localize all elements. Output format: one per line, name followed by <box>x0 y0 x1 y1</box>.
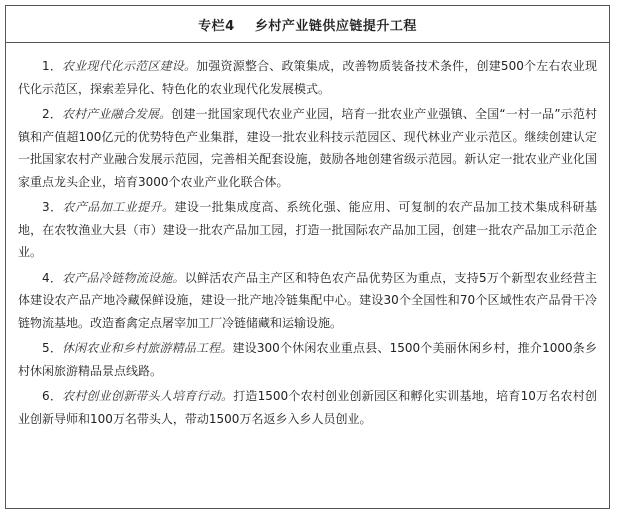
feature-box <box>5 5 610 509</box>
item-lead: 农产品冷链物流设施。 <box>62 270 185 285</box>
item-6 <box>18 385 597 430</box>
item-5 <box>18 337 597 382</box>
item-3 <box>18 196 597 264</box>
item-number: 6． <box>42 389 63 403</box>
item-text: 建设300个休闲农业重点县、1500个美丽休闲乡村，推介1000条乡村休闲旅游精品景点线路。 <box>18 341 597 378</box>
item-lead: 农产品加工业提升。 <box>62 200 175 214</box>
item-4 <box>18 267 597 335</box>
item-text: 加强资源整合、政策集成，改善物质装备技术条件，创建500个左右农业现代化示范区，探索差异化、特色化的农业现代化发展模式。 <box>18 59 597 96</box>
item-1 <box>18 55 597 100</box>
item-text: 以鲜活农产品主产区和特色农产品优势区为重点，支持5万个新型农业经营主体建设农产品产地冷藏保鲜设施，建设一批产地冷链集配中心。建设30个全国性和70个区域性农产品骨干冷链物流基地。改造畜禽定点屠宰加工厂冷链储藏和运输设施。 <box>18 270 597 330</box>
item-text: 建设一批集成度高、系统化强、能应用、可复制的农产品加工技术集成科研基地，在农牧渔业大县（市）建设一批农产品加工园，打造一批国际农产品加工园，创建一批农产品加工示范企业。 <box>18 200 597 259</box>
box-body <box>6 43 609 430</box>
item-number: 3． <box>42 200 63 214</box>
item-text: 创建一批国家现代农业产业园，培育一批农业产业强镇、全国“一村一品”示范村镇和产值超100亿元的优势特色产业集群，建设一批农业科技示范园区、现代林业产业示范区。继续创建认定一批国家农村产业融合发展示范园，完善相关配套设施，鼓励各地创建省级示范园。新认定一批农业产业化国家重点龙头企业，培育3000个农业产业化联合体。 <box>18 107 597 189</box>
item-number: 4． <box>42 270 63 285</box>
item-lead: 农村产业融合发展。 <box>61 107 172 121</box>
item-text: 打造1500个农村创业创新园区和孵化实训基地，培育10万名农村创业创新导师和100万名带头人，带动1500万名返乡入乡人员创业。 <box>18 389 597 426</box>
item-number: 1． <box>42 59 63 73</box>
box-title: 专栏4 乡村产业链供应链提升工程 <box>198 18 417 34</box>
item-lead: 农村创业创新带头人培育行动。 <box>62 389 234 403</box>
item-lead: 休闲农业和乡村旅游精品工程。 <box>62 341 233 355</box>
item-number: 2． <box>42 107 62 121</box>
item-2 <box>18 103 597 193</box>
title-row <box>6 6 609 43</box>
item-number: 5． <box>42 341 62 355</box>
item-lead: 农业现代化示范区建设。 <box>62 59 197 73</box>
